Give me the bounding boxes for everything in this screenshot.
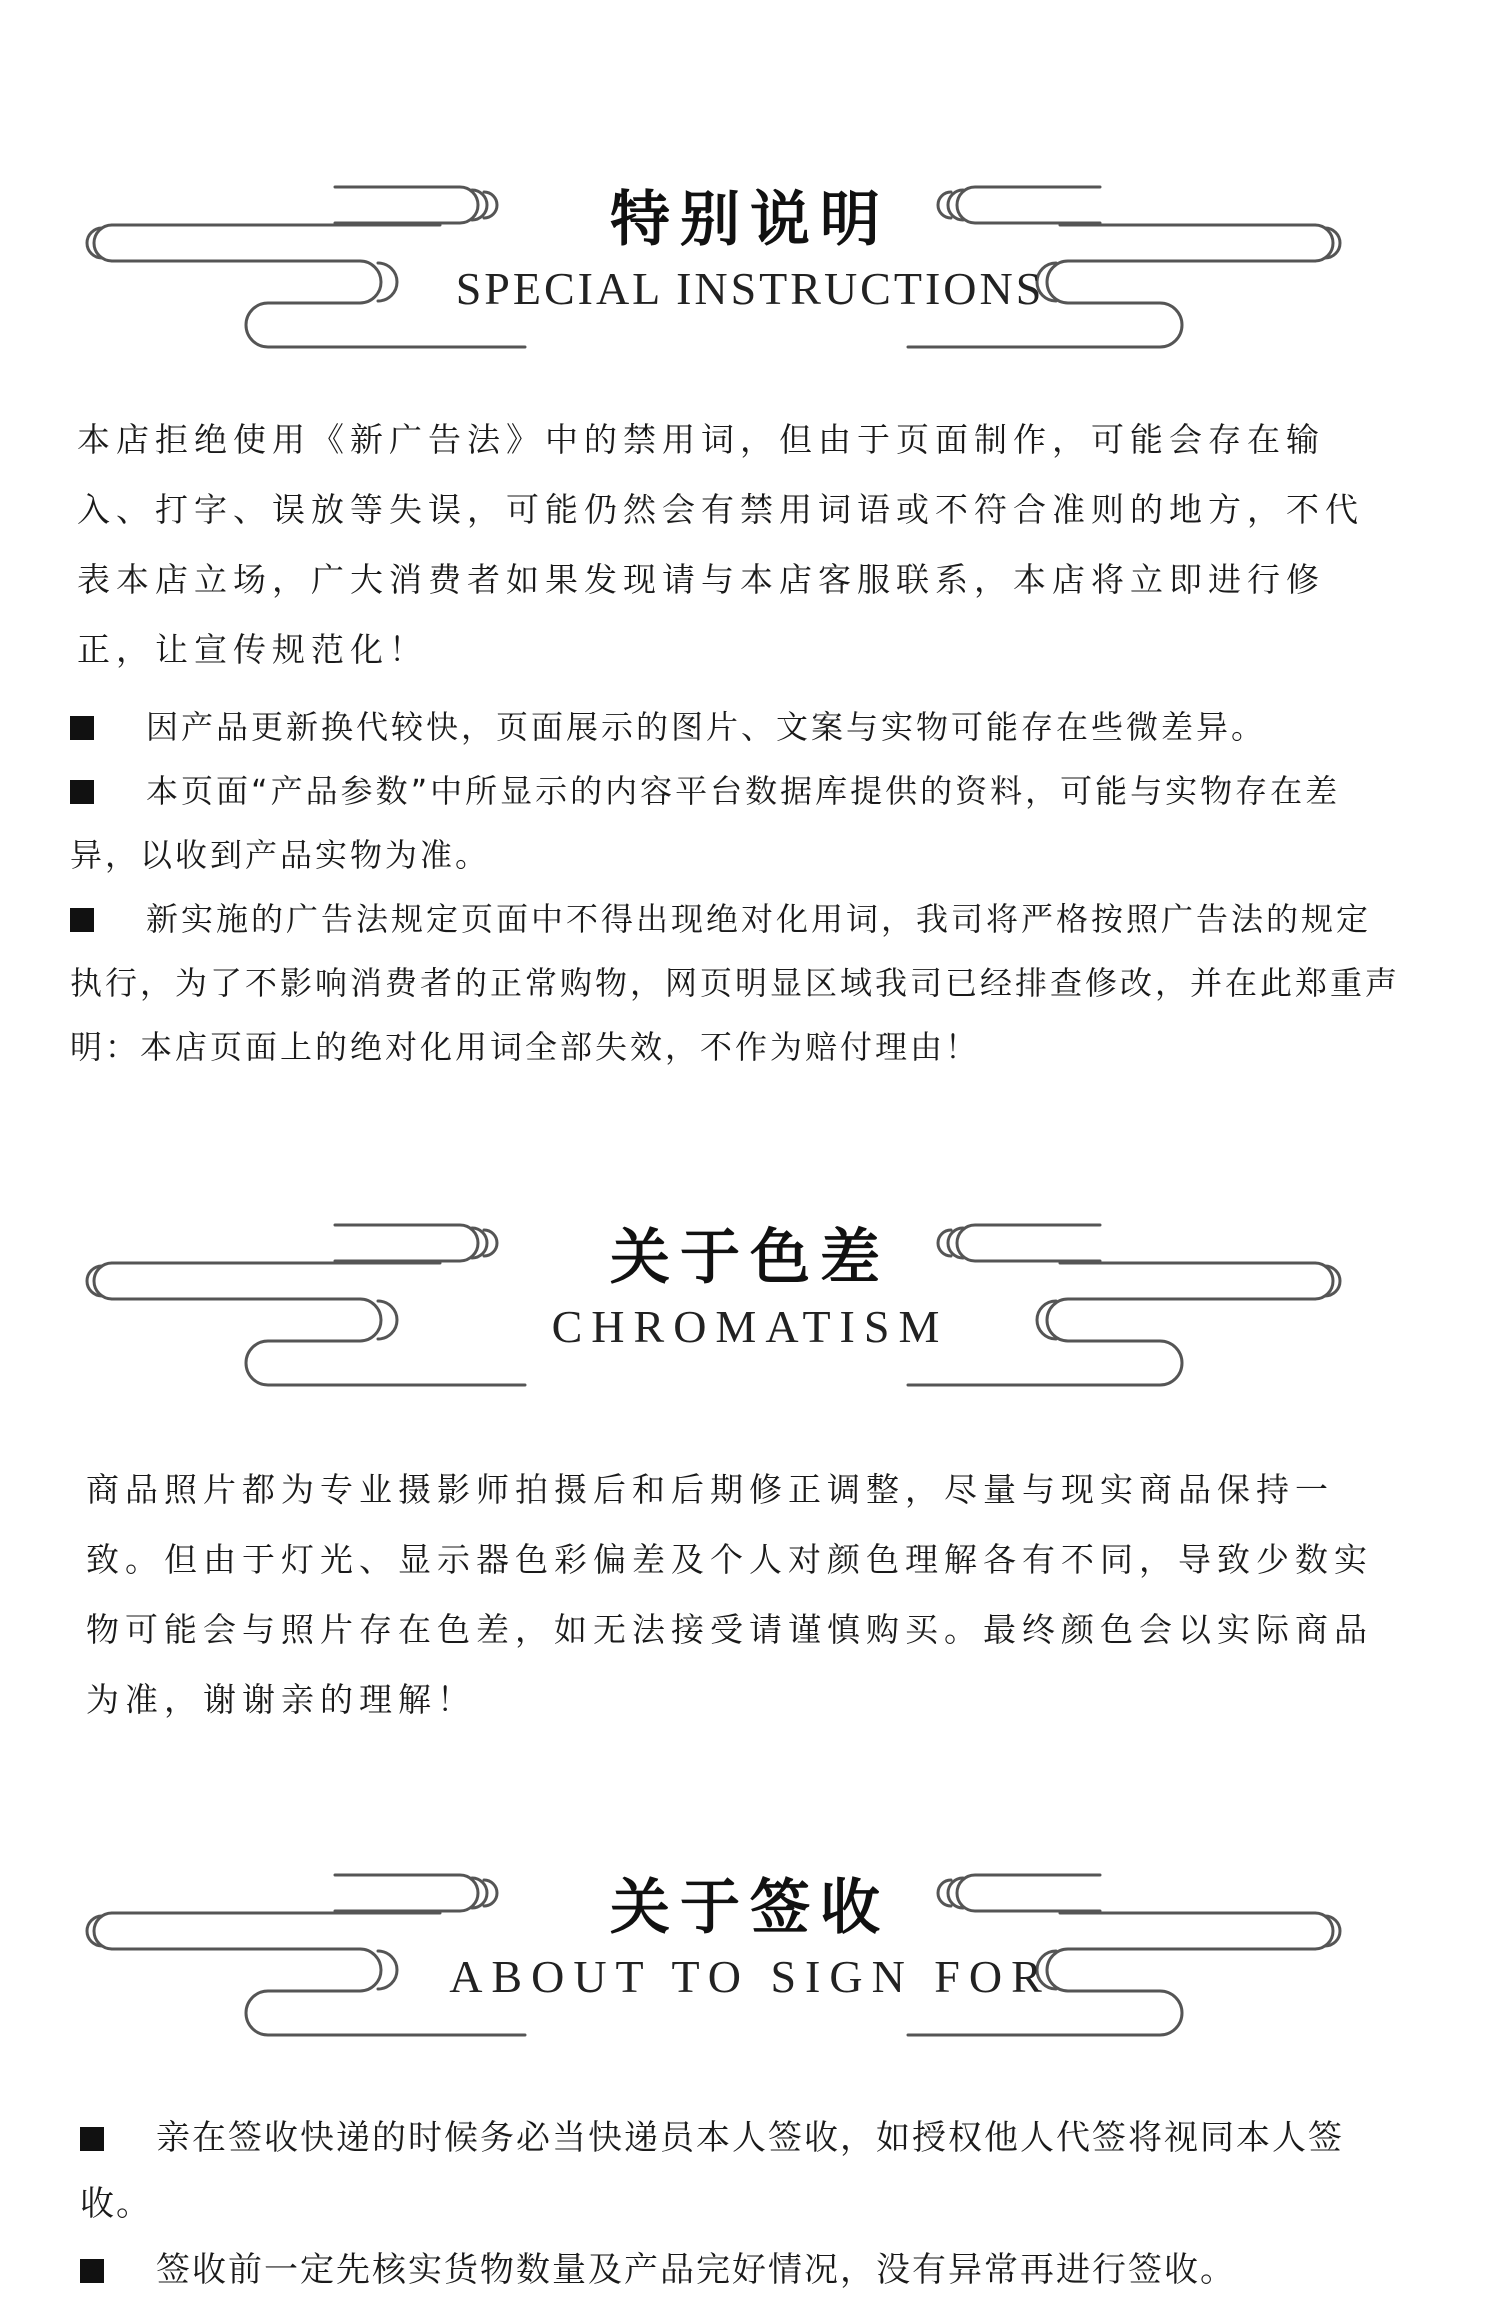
chromatism-paragraph: 商品照片都为专业摄影师拍摄后和后期修正调整，尽量与现实商品保持一致。但由于灯光、显示器色彩偏差及个人对颜色理解各有不同，导致少数实物可能会与照片存在色差，如无法接受请谨慎购买。最终颜色会以实际商品为准，谢谢亲的理解！ <box>86 1470 1373 1719</box>
square-bullet-icon <box>70 716 94 740</box>
square-bullet-icon <box>80 2127 104 2151</box>
list-item-text: 签收前一定先核实货物数量及产品完好情况，没有异常再进行签收。 <box>156 2250 1236 2290</box>
square-bullet-icon <box>80 2259 104 2283</box>
list-item <box>70 887 1400 1079</box>
list-item <box>70 759 1400 887</box>
sign-header <box>0 1838 1500 2038</box>
chromatism-header <box>0 1188 1500 1388</box>
special-paragraph: 本店拒绝使用《新广告法》中的禁用词，但由于页面制作，可能会存在输入、打字、误放等失误，可能仍然会有禁用词语或不符合准则的地方，不代表本店立场，广大消费者如果发现请与本店客服联系，本店将立即进行修正，让宣传规范化！ <box>77 420 1364 669</box>
special-instructions-header <box>0 150 1500 350</box>
list-item-text: 本页面“产品参数”中所显示的内容平台数据库提供的资料，可能与实物存在差异，以收到产品实物为准。 <box>70 772 1341 874</box>
list-item <box>70 695 1400 759</box>
sign-bullet-list <box>80 2105 1410 2303</box>
sign-subtitle: ABOUT TO SIGN FOR <box>449 1951 1051 2002</box>
sign-title: 关于签收 <box>610 1873 890 1943</box>
square-bullet-icon <box>70 780 94 804</box>
list-item <box>80 2237 1410 2303</box>
chromatism-title: 关于色差 <box>610 1223 890 1293</box>
list-item-text: 因产品更新换代较快，页面展示的图片、文案与实物可能存在些微差异。 <box>146 708 1267 746</box>
special-subtitle: SPECIAL INSTRUCTIONS <box>455 263 1045 314</box>
list-item-text: 亲在签收快递的时候务必当快递员本人签收，如授权他人代签将视同本人签收。 <box>80 2118 1344 2224</box>
list-item <box>80 2105 1410 2237</box>
list-item-text: 新实施的广告法规定页面中不得出现绝对化用词，我司将严格按照广告法的规定执行，为了不影响消费者的正常购物，网页明显区域我司已经排查修改，并在此郑重声明：本店页面上的绝对化用词全部失效，不作为赔付理由！ <box>70 900 1401 1066</box>
special-bullet-list <box>70 695 1400 1079</box>
special-title: 特别说明 <box>610 185 890 255</box>
square-bullet-icon <box>70 908 94 932</box>
chromatism-subtitle: CHROMATISM <box>551 1301 949 1352</box>
